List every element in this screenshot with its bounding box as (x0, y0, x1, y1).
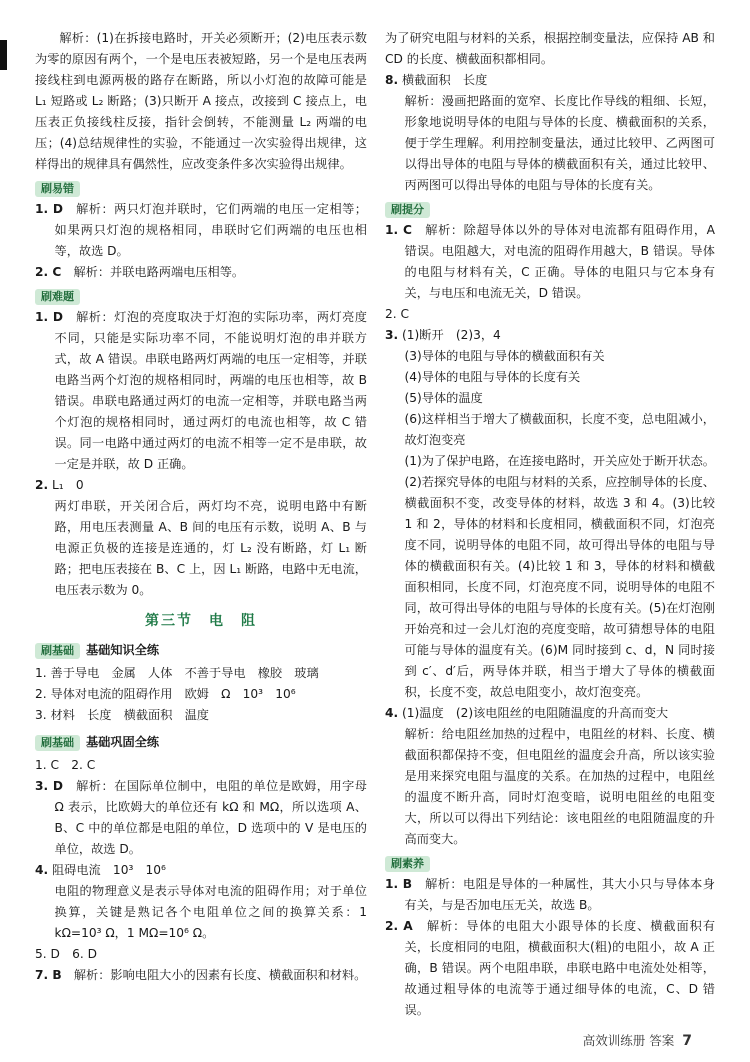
page-edge-mark (0, 40, 7, 70)
answer-item: 1. D 解析：两只灯泡并联时，它们两端的电压一定相等；如果两只灯泡的规格相同，串联时它们两端的电压也相等，故选 D。 (35, 202, 367, 258)
answer-item: 3. (1)断开 (2)3，4 (385, 328, 501, 342)
answer-item: 4. (1)温度 (2)该电阻丝的电阻随温度的升高而变大 (385, 706, 669, 720)
answer-item: 1. C 解析：除超导体以外的导体对电流都有阻碍作用，A 错误。电阻越大，对电流的阻碍作用越大，B 错误。导体的电阻与材料有关，C 正确。导体的电阻只与它本身有关，与电压和电流无关，D 错误。 (385, 223, 715, 300)
section-badge: 刷易错 (35, 181, 80, 197)
badge-title: 基础知识全练 (86, 643, 160, 657)
section-title: 第三节 电 阻 (145, 613, 257, 629)
answer-item: 3. 材料 长度 横截面积 温度 (35, 708, 209, 722)
paragraph: 解析：(1)在拆接电路时，开关必须断开；(2)电压表示数为零的原因有两个，一个是电压表被短路，另一个是电压表两接线柱到电源两极的路存在断路，所以小灯泡的故障可能是 L₁ 短路或 L₂ 断路；(3)只断开 A 接点，改接到 C 接点上，电压表正负接线柱反接，指针会倒转，不能测量 L₂ 两端的电压；(4)总结规律性的实验，不能通过一次实验得出规律，这样得出的规律具有偶然性，应改变条件多次实验得出规律。 (35, 31, 367, 171)
answer-item: 2. L₁ 0 (35, 478, 84, 492)
answer-item: 1. 善于导电 金属 人体 不善于导电 橡胶 玻璃 (35, 666, 319, 680)
answer-line: (3)导体的电阻与导体的横截面积有关 (404, 349, 605, 363)
section-badge: 刷提分 (385, 202, 430, 218)
answer-item: 1. C 2. C (35, 758, 96, 772)
answer-item: 1. D 解析：灯泡的亮度取决于灯泡的实际功率，两灯亮度不同，只能是实际功率不同，不能说明灯泡的串并联方式，故 A 错误。串联电路两灯两端的电压一定相等，并联电路当两个灯泡的规格相同时，两端的电压也相等，故 B 错误。串联电路通过两灯的电流一定相等，并联电路当两个灯泡的规格相同时，通过两灯的电流也相等，故 C 错误。同一电路中通过两灯的电流不相等一定不是串联，故一定是并联，故 D 正确。 (35, 310, 367, 471)
answer-item: 4. 阻碍电流 10³ 10⁶ (35, 863, 166, 877)
answer-explanation: 解析：漫画把路面的宽窄、长度比作导线的粗细、长短，形象地说明导体的电阻与导体的长度、横截面积的关系，便于学生理解。利用控制变量法，通过比较甲、乙两图可以得出导体的电阻与导体的横截面积有关，通过比较甲、丙两图可以得出导体的电阻与导体的长度有关。 (404, 94, 715, 192)
answer-item: 2. A 解析：导体的电阻大小跟导体的长度、横截面积有关，长度相同的电阻，横截面积大(粗)的电阻小，故 A 正确，B 错误。两个电阻串联，串联电路中电流处处相等，故通过粗导体的电流等于通过细导体的电流，C、D 错误。 (385, 919, 716, 1017)
answer-explanation: 解析：给电阻丝加热的过程中，电阻丝的材料、长度、横截面积都保持不变，但电阻丝的温度会升高，所以该实验是用来探究电阻与温度的关系。在加热的过程中，电阻丝的温度不断升高，同时灯泡变暗，说明电阻丝的电阻变大，所以可以得出下列结论：该电阻丝的电阻随温度的升高而变大。 (404, 727, 715, 846)
badge-row (35, 732, 367, 753)
badge-title: 基础巩固全练 (86, 735, 160, 749)
paragraph: 为了研究电阻与材料的关系，根据控制变量法，应保持 AB 和 CD 的长度、横截面积都相同。 (385, 31, 715, 66)
answer-line: (4)导体的电阻与导体的长度有关 (404, 370, 581, 384)
answer-explanation: 两灯串联，开关闭合后，两灯均不亮，说明电路中有断路，用电压表测量 A、B 间的电压有示数，说明 A、B 与电源正负极的连接是连通的，灯 L₂ 没有断路，灯 L₁ 断路；把电压表接在 B、C 上，因 L₁ 断路，电路中无电流，电压表示数为 0。 (54, 499, 367, 597)
section-badge: 刷基础 (35, 643, 80, 659)
page-footer (583, 1030, 692, 1052)
right-column (385, 28, 715, 1021)
answer-item: 5. D 6. D (35, 947, 97, 961)
page-number: 7 (682, 1033, 692, 1049)
answer-line: (5)导体的温度 (404, 391, 483, 405)
answer-item: 8. 横截面积 长度 (385, 73, 488, 87)
section-badge: 刷基础 (35, 735, 80, 751)
badge-row (35, 640, 367, 661)
section-badge: 刷难题 (35, 289, 80, 305)
left-column (35, 28, 367, 986)
section-badge: 刷素养 (385, 856, 430, 872)
answer-item: 2. 导体对电流的阻碍作用 欧姆 Ω 10³ 10⁶ (35, 687, 296, 701)
answer-line: (6)这样相当于增大了横截面积，长度不变，总电阻减小，故灯泡变亮 (404, 412, 715, 447)
answer-explanation: (1)为了保护电路，在连接电路时，开关应处于断开状态。(2)若探究导体的电阻与材料的关系，应控制导体的长度、横截面积不变，改变导体的材料，故选 3 和 4。(3)比较 1 和 2，导体的材料和长度相同，横截面积不同，灯泡亮度不同，说明导体的电阻不同，故可得出导体的电阻与导体的横截面积有关。(4)比较 1 和 3，导体的材料和横截面积相同，长度不同，灯泡亮度不同，说明导体的电阻不同，故可得出导体的电阻与导体的长度有关。(5)在灯泡刚开始亮和过一会儿灯泡的亮度变暗，故可猜想导体的电阻可能与导体的温度有关。(6)M 同时接到 c、d，N 同时接到 c′、d′后，两导体并联，相当于增大了导体的横截面积，长度不变，故总电阻变小，故灯泡变亮。 (404, 454, 715, 699)
answer-item: 7. B 解析：影响电阻大小的因素有长度、横截面积和材料。 (35, 968, 367, 982)
answer-item: 1. B 解析：电阻是导体的一种属性，其大小只与导体本身有关，与是否加电压无关，故选 B。 (385, 877, 715, 912)
book-title: 高效训练册 答案 (582, 1033, 675, 1048)
answer-item: 2. C 解析：并联电路两端电压相等。 (35, 265, 245, 279)
answer-item: 3. D 解析：在国际单位制中，电阻的单位是欧姆，用字母 Ω 表示，比欧姆大的单位还有 kΩ 和 MΩ，所以选项 A、B、C 中的单位都是电阻的单位，D 选项中的 V 是电压的单位，故选 D。 (35, 779, 367, 856)
answer-item: 2. C (385, 307, 410, 321)
answer-explanation: 电阻的物理意义是表示导体对电流的阻碍作用；对于单位换算，关键是熟记各个电阻单位之间的换算关系：1 kΩ=10³ Ω，1 MΩ=10⁶ Ω。 (54, 884, 367, 940)
